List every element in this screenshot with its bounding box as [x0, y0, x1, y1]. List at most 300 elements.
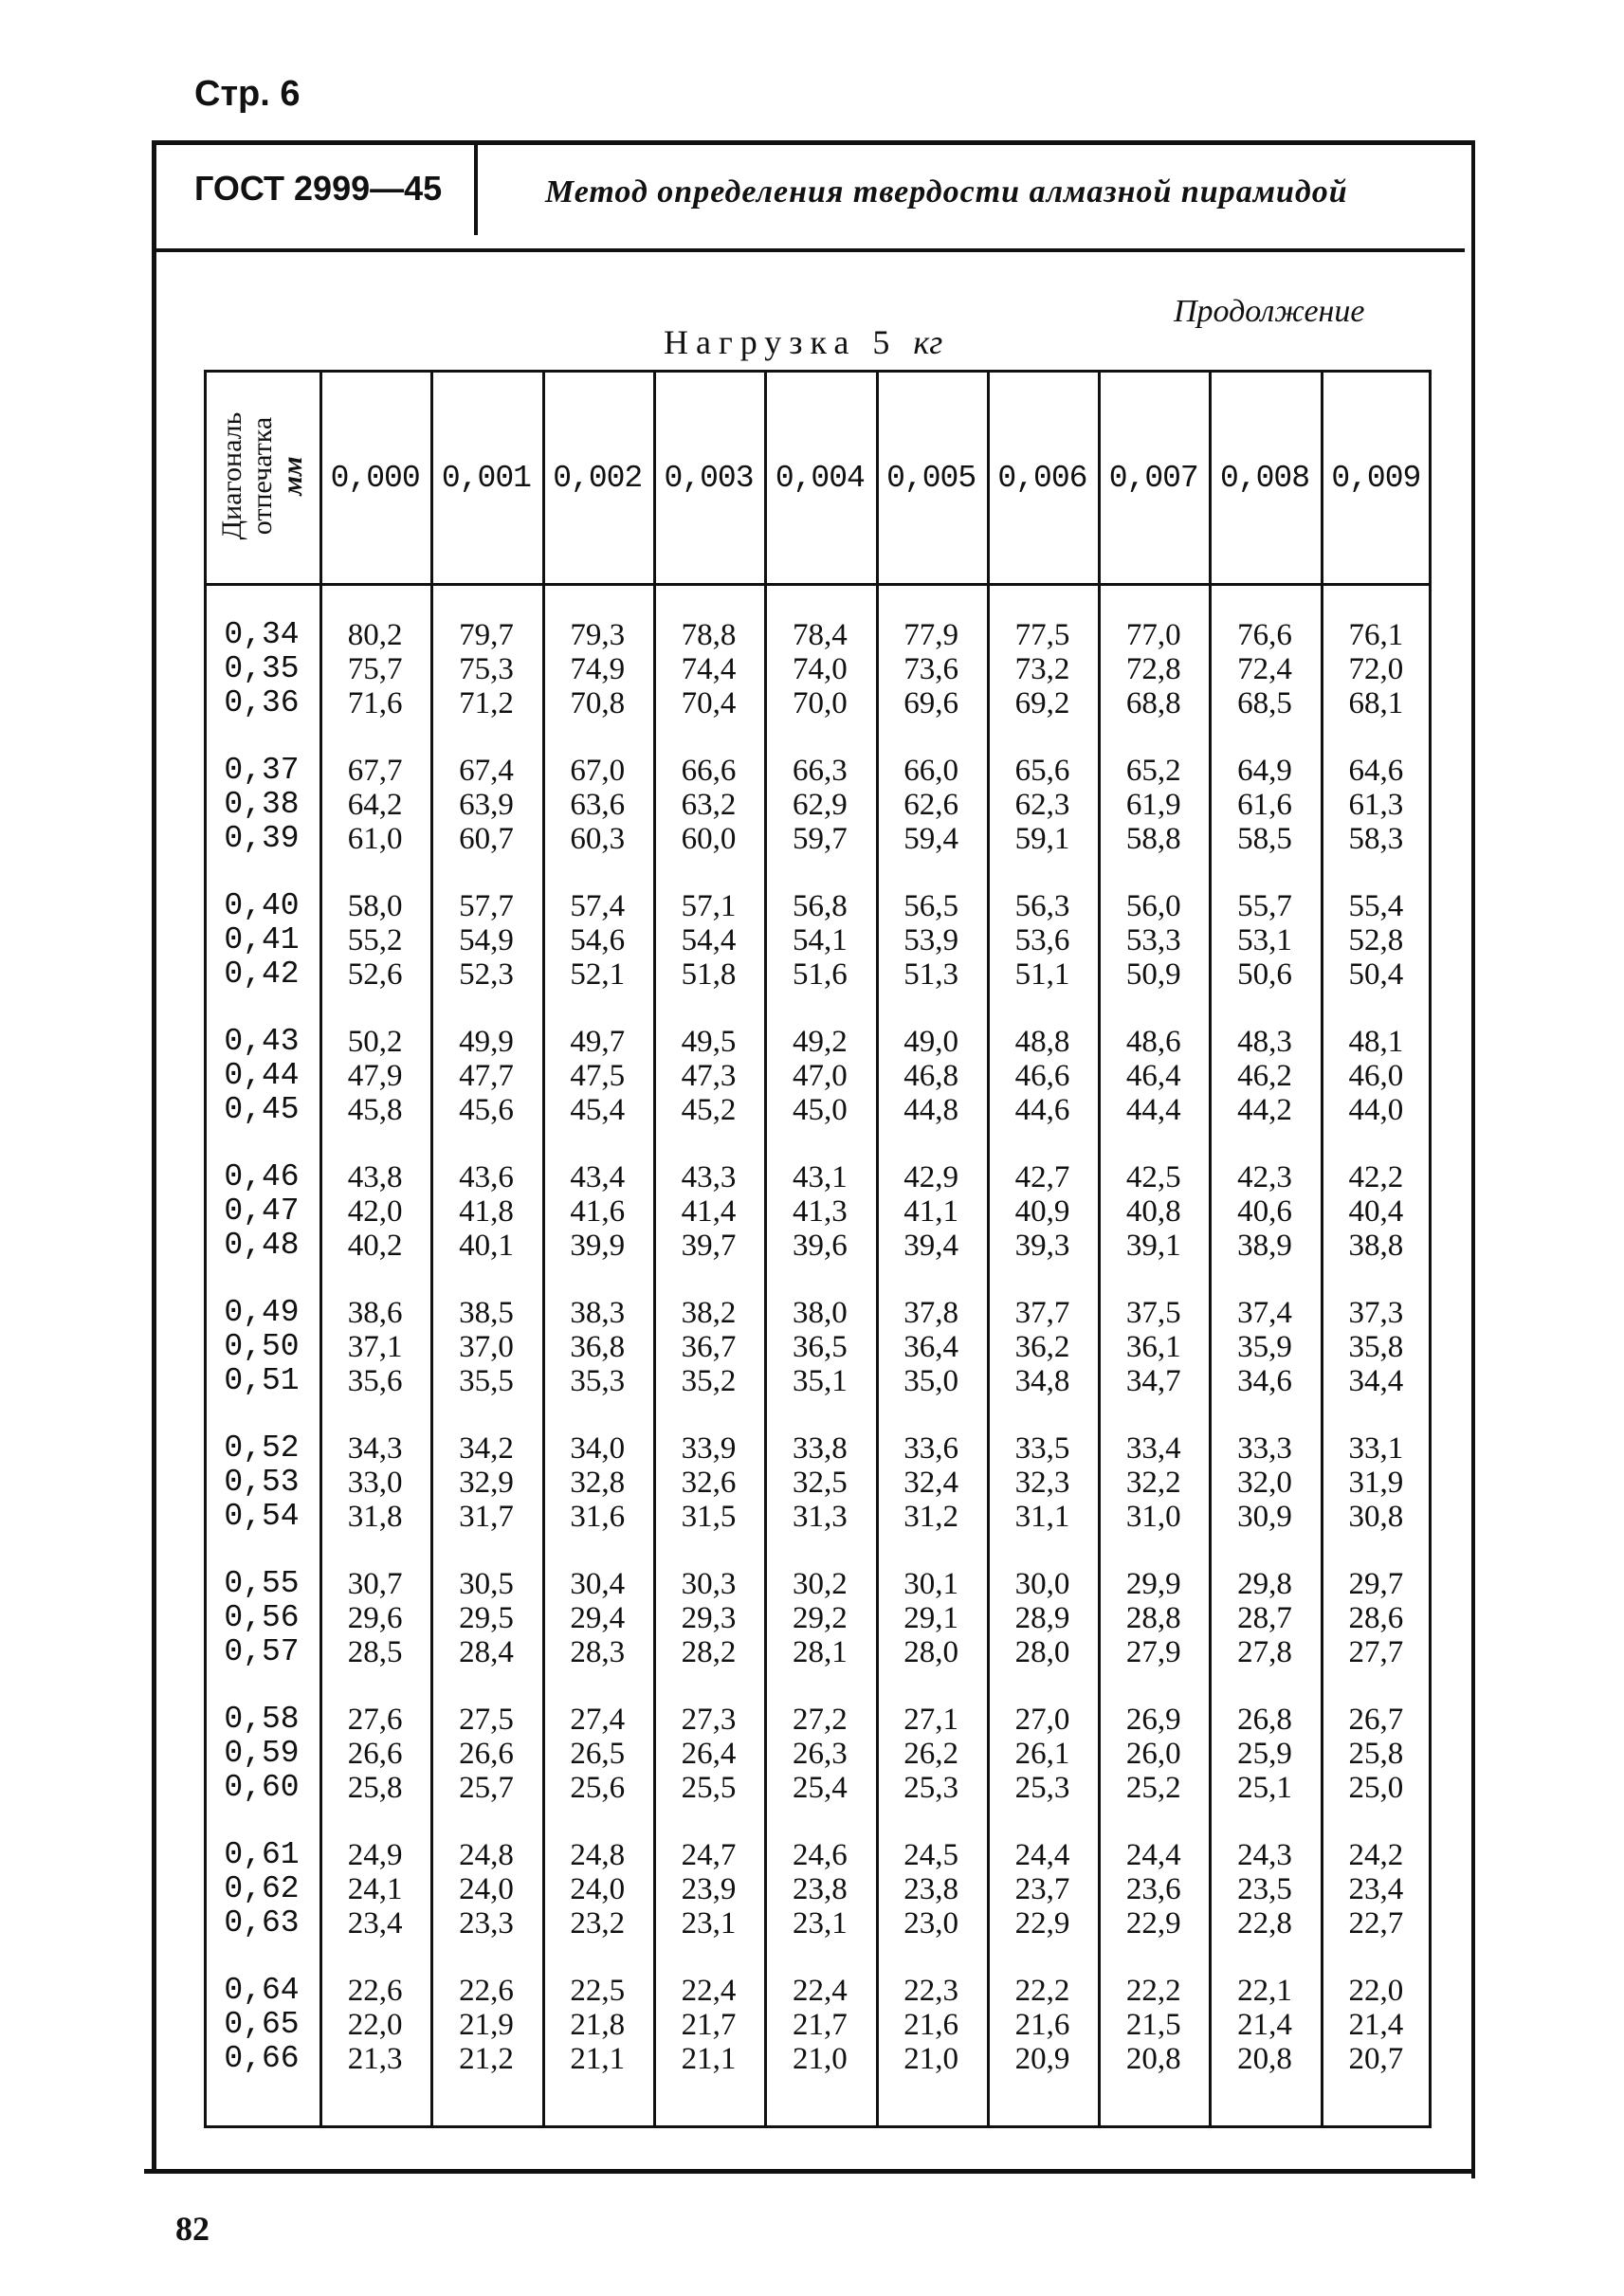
- hardness-cell: 51,1: [1014, 957, 1070, 992]
- hardness-cell: 28,0: [1014, 1635, 1070, 1669]
- hardness-cell: 38,3: [570, 1296, 626, 1330]
- column-header: 0,003: [664, 461, 754, 496]
- load-unit: кг: [913, 323, 943, 361]
- hardness-cell: 25,0: [1348, 1771, 1404, 1805]
- diagonal-cell: 0,60: [224, 1770, 300, 1805]
- hardness-cell: 51,8: [681, 957, 737, 992]
- hardness-cell: 54,9: [459, 923, 514, 957]
- hardness-cell: 26,0: [1125, 1737, 1181, 1771]
- hardness-cell: 34,2: [459, 1431, 514, 1466]
- hardness-cell: 49,7: [570, 1025, 626, 1059]
- column-header: 0,009: [1331, 461, 1421, 496]
- hardness-cell: 23,9: [681, 1872, 737, 1906]
- diagonal-cell: 0,43: [224, 1024, 300, 1059]
- diagonal-header-text: [217, 381, 308, 571]
- hardness-cell: 62,3: [1014, 788, 1070, 822]
- hardness-cell: 22,4: [792, 1974, 848, 2008]
- hardness-cell: 76,1: [1348, 618, 1404, 652]
- header-separator: [474, 142, 478, 235]
- hardness-cell: 25,4: [792, 1771, 848, 1805]
- hardness-cell: 21,1: [570, 2042, 626, 2076]
- hardness-cell: 24,0: [459, 1872, 514, 1906]
- hardness-cell: 39,7: [681, 1229, 737, 1263]
- hardness-cell: 30,5: [459, 1567, 514, 1601]
- hardness-cell: 56,8: [792, 889, 848, 923]
- hardness-cell: 26,4: [681, 1737, 737, 1771]
- hardness-cell: 22,6: [459, 1974, 514, 2008]
- hardness-cell: 25,6: [570, 1771, 626, 1805]
- hardness-cell: 22,0: [347, 2008, 403, 2042]
- hardness-cell: 31,2: [903, 1500, 959, 1534]
- hardness-cell: 55,7: [1237, 889, 1292, 923]
- hardness-cell: 43,3: [681, 1160, 737, 1194]
- hardness-cell: 28,9: [1014, 1601, 1070, 1635]
- continuation-note: Продолжение: [1174, 294, 1365, 329]
- hardness-cell: 59,7: [792, 822, 848, 856]
- hardness-cell: 40,2: [347, 1229, 403, 1263]
- hardness-cell: 42,2: [1348, 1160, 1404, 1194]
- hardness-cell: 37,8: [903, 1296, 959, 1330]
- hardness-cell: 29,6: [347, 1601, 403, 1635]
- hardness-cell: 27,8: [1237, 1635, 1292, 1669]
- hardness-cell: 45,0: [792, 1093, 848, 1127]
- hardness-cell: 39,6: [792, 1229, 848, 1263]
- hardness-cell: 77,0: [1125, 618, 1181, 652]
- diagonal-cell: 0,36: [224, 685, 300, 720]
- diagonal-cell: 0,49: [224, 1295, 300, 1330]
- hardness-cell: 26,5: [570, 1737, 626, 1771]
- column-header: 0,004: [775, 461, 865, 496]
- method-title: Метод определения твердости алмазной пирамидой: [545, 174, 1348, 210]
- hardness-cell: 51,3: [903, 957, 959, 992]
- hardness-cell: 22,6: [347, 1974, 403, 2008]
- hardness-cell: 42,7: [1014, 1160, 1070, 1194]
- hardness-cell: 23,3: [459, 1906, 514, 1941]
- hardness-cell: 63,9: [459, 788, 514, 822]
- hardness-cell: 38,8: [1348, 1229, 1404, 1263]
- hardness-cell: 21,6: [1014, 2008, 1070, 2042]
- diagonal-cell: 0,63: [224, 1905, 300, 1941]
- hardness-cell: 33,6: [903, 1431, 959, 1466]
- hardness-cell: 37,3: [1348, 1296, 1404, 1330]
- hardness-cell: 22,2: [1014, 1974, 1070, 2008]
- hardness-cell: 32,8: [570, 1466, 626, 1500]
- diagonal-cell: 0,66: [224, 2041, 300, 2076]
- hardness-cell: 21,0: [903, 2042, 959, 2076]
- hardness-cell: 22,0: [1348, 1974, 1404, 2008]
- diagonal-cell: 0,48: [224, 1228, 300, 1263]
- hardness-cell: 22,1: [1237, 1974, 1292, 2008]
- hardness-cell: 42,5: [1125, 1160, 1181, 1194]
- hardness-cell: 64,6: [1348, 754, 1404, 788]
- hardness-cell: 31,6: [570, 1500, 626, 1534]
- hardness-cell: 77,9: [903, 618, 959, 652]
- hardness-cell: 30,1: [903, 1567, 959, 1601]
- hardness-cell: 25,3: [903, 1771, 959, 1805]
- hardness-table: [204, 370, 1432, 2128]
- hardness-cell: 24,3: [1237, 1838, 1292, 1872]
- hardness-cell: 24,5: [903, 1838, 959, 1872]
- diagonal-cell: 0,61: [224, 1837, 300, 1872]
- hardness-cell: 31,0: [1125, 1500, 1181, 1534]
- hardness-cell: 69,2: [1014, 686, 1070, 720]
- hardness-cell: 30,8: [1348, 1500, 1404, 1534]
- hardness-cell: 38,2: [681, 1296, 737, 1330]
- diagonal-cell: 0,46: [224, 1159, 300, 1194]
- hardness-cell: 60,0: [681, 822, 737, 856]
- hardness-cell: 29,3: [681, 1601, 737, 1635]
- hardness-cell: 37,0: [459, 1330, 514, 1364]
- hardness-cell: 50,6: [1237, 957, 1292, 992]
- hardness-cell: 73,6: [903, 652, 959, 686]
- hardness-cell: 22,2: [1125, 1974, 1181, 2008]
- hardness-cell: 25,9: [1237, 1737, 1292, 1771]
- hardness-cell: 30,3: [681, 1567, 737, 1601]
- hardness-cell: 25,8: [347, 1771, 403, 1805]
- hardness-cell: 24,8: [570, 1838, 626, 1872]
- hardness-cell: 46,4: [1125, 1059, 1181, 1093]
- hardness-cell: 75,3: [459, 652, 514, 686]
- hardness-cell: 21,4: [1348, 2008, 1404, 2042]
- hardness-cell: 55,2: [347, 923, 403, 957]
- hardness-cell: 67,4: [459, 754, 514, 788]
- hardness-cell: 44,6: [1014, 1093, 1070, 1127]
- hardness-cell: 37,4: [1237, 1296, 1292, 1330]
- hardness-cell: 26,1: [1014, 1737, 1070, 1771]
- hardness-cell: 34,0: [570, 1431, 626, 1466]
- hardness-cell: 31,3: [792, 1500, 848, 1534]
- hardness-cell: 52,6: [347, 957, 403, 992]
- hardness-cell: 23,4: [1348, 1872, 1404, 1906]
- hardness-cell: 48,3: [1237, 1025, 1292, 1059]
- hardness-cell: 74,9: [570, 652, 626, 686]
- hardness-cell: 29,4: [570, 1601, 626, 1635]
- hardness-cell: 44,4: [1125, 1093, 1181, 1127]
- hardness-cell: 39,3: [1014, 1229, 1070, 1263]
- hardness-cell: 53,3: [1125, 923, 1181, 957]
- hardness-cell: 21,2: [459, 2042, 514, 2076]
- hardness-cell: 45,6: [459, 1093, 514, 1127]
- hardness-cell: 52,1: [570, 957, 626, 992]
- hardness-cell: 39,9: [570, 1229, 626, 1263]
- diagonal-cell: 0,42: [224, 957, 300, 992]
- column-header: 0,005: [886, 461, 976, 496]
- diagonal-cell: 0,38: [224, 787, 300, 822]
- hardness-cell: 53,6: [1014, 923, 1070, 957]
- hardness-cell: 43,1: [792, 1160, 848, 1194]
- hardness-cell: 22,5: [570, 1974, 626, 2008]
- hardness-cell: 27,5: [459, 1703, 514, 1737]
- hardness-cell: 32,9: [459, 1466, 514, 1500]
- hardness-cell: 27,7: [1348, 1635, 1404, 1669]
- hardness-cell: 70,0: [792, 686, 848, 720]
- hardness-cell: 33,3: [1237, 1431, 1292, 1466]
- hardness-cell: 30,0: [1014, 1567, 1070, 1601]
- hardness-cell: 62,6: [903, 788, 959, 822]
- diagonal-cell: 0,40: [224, 888, 300, 923]
- hardness-cell: 40,9: [1014, 1194, 1070, 1229]
- hardness-cell: 62,9: [792, 788, 848, 822]
- hardness-cell: 23,0: [903, 1906, 959, 1941]
- hardness-cell: 53,1: [1237, 923, 1292, 957]
- hardness-cell: 28,7: [1237, 1601, 1292, 1635]
- hardness-cell: 36,2: [1014, 1330, 1070, 1364]
- hardness-cell: 68,1: [1348, 686, 1404, 720]
- frame-top: [152, 140, 1475, 145]
- hardness-cell: 61,0: [347, 822, 403, 856]
- hardness-cell: 41,4: [681, 1194, 737, 1229]
- hardness-cell: 53,9: [903, 923, 959, 957]
- hardness-cell: 24,9: [347, 1838, 403, 1872]
- hardness-cell: 48,8: [1014, 1025, 1070, 1059]
- hardness-cell: 23,4: [347, 1906, 403, 1941]
- hardness-cell: 35,9: [1237, 1330, 1292, 1364]
- hardness-cell: 61,3: [1348, 788, 1404, 822]
- hardness-cell: 79,7: [459, 618, 514, 652]
- hardness-cell: 44,0: [1348, 1093, 1404, 1127]
- hardness-cell: 25,5: [681, 1771, 737, 1805]
- hardness-cell: 33,1: [1348, 1431, 1404, 1466]
- hardness-cell: 46,6: [1014, 1059, 1070, 1093]
- diagonal-cell: 0,34: [224, 617, 300, 652]
- header-bottom-rule: [156, 248, 1465, 252]
- load-label: Нагрузка 5: [664, 323, 898, 361]
- hardness-cell: 58,0: [347, 889, 403, 923]
- hardness-cell: 70,8: [570, 686, 626, 720]
- hardness-cell: 66,6: [681, 754, 737, 788]
- hardness-cell: 27,6: [347, 1703, 403, 1737]
- diagonal-header-unit: мм: [277, 456, 308, 496]
- hardness-cell: 23,8: [792, 1872, 848, 1906]
- diagonal-cell: 0,54: [224, 1499, 300, 1534]
- hardness-cell: 68,8: [1125, 686, 1181, 720]
- hardness-cell: 51,6: [792, 957, 848, 992]
- hardness-cell: 35,0: [903, 1364, 959, 1398]
- hardness-cell: 31,5: [681, 1500, 737, 1534]
- hardness-cell: 71,2: [459, 686, 514, 720]
- diagonal-cell: 0,37: [224, 753, 300, 788]
- hardness-cell: 77,5: [1014, 618, 1070, 652]
- hardness-cell: 29,9: [1125, 1567, 1181, 1601]
- hardness-cell: 71,6: [347, 686, 403, 720]
- hardness-cell: 54,1: [792, 923, 848, 957]
- hardness-cell: 22,8: [1237, 1906, 1292, 1941]
- hardness-cell: 59,4: [903, 822, 959, 856]
- hardness-cell: 80,2: [347, 618, 403, 652]
- hardness-cell: 27,3: [681, 1703, 737, 1737]
- hardness-cell: 40,8: [1125, 1194, 1181, 1229]
- hardness-cell: 66,0: [903, 754, 959, 788]
- hardness-cell: 47,9: [347, 1059, 403, 1093]
- hardness-cell: 23,2: [570, 1906, 626, 1941]
- hardness-cell: 35,1: [792, 1364, 848, 1398]
- hardness-cell: 23,1: [681, 1906, 737, 1941]
- column-header: 0,000: [330, 461, 420, 496]
- hardness-cell: 74,0: [792, 652, 848, 686]
- diagonal-cell: 0,44: [224, 1058, 300, 1093]
- hardness-cell: 49,9: [459, 1025, 514, 1059]
- hardness-cell: 43,6: [459, 1160, 514, 1194]
- hardness-cell: 73,2: [1014, 652, 1070, 686]
- hardness-cell: 27,9: [1125, 1635, 1181, 1669]
- hardness-cell: 74,4: [681, 652, 737, 686]
- hardness-cell: 52,8: [1348, 923, 1404, 957]
- hardness-cell: 33,8: [792, 1431, 848, 1466]
- hardness-cell: 24,6: [792, 1838, 848, 1872]
- hardness-cell: 50,2: [347, 1025, 403, 1059]
- diagonal-cell: 0,57: [224, 1634, 300, 1669]
- frame-right: [1471, 140, 1475, 2178]
- hardness-cell: 42,3: [1237, 1160, 1292, 1194]
- hardness-cell: 47,7: [459, 1059, 514, 1093]
- hardness-cell: 29,7: [1348, 1567, 1404, 1601]
- hardness-cell: 33,9: [681, 1431, 737, 1466]
- hardness-cell: 42,0: [347, 1194, 403, 1229]
- hardness-cell: 26,6: [459, 1737, 514, 1771]
- hardness-cell: 70,4: [681, 686, 737, 720]
- page-label: Стр. 6: [194, 74, 301, 114]
- hardness-cell: 40,4: [1348, 1194, 1404, 1229]
- hardness-cell: 54,6: [570, 923, 626, 957]
- hardness-cell: 24,0: [570, 1872, 626, 1906]
- hardness-cell: 46,8: [903, 1059, 959, 1093]
- hardness-cell: 34,7: [1125, 1364, 1181, 1398]
- hardness-cell: 37,7: [1014, 1296, 1070, 1330]
- diagonal-cell: 0,41: [224, 922, 300, 957]
- hardness-cell: 29,2: [792, 1601, 848, 1635]
- hardness-cell: 33,5: [1014, 1431, 1070, 1466]
- hardness-cell: 31,1: [1014, 1500, 1070, 1534]
- hardness-cell: 28,8: [1125, 1601, 1181, 1635]
- diagonal-cell: 0,45: [224, 1092, 300, 1127]
- hardness-cell: 20,8: [1125, 2042, 1181, 2076]
- hardness-cell: 68,5: [1237, 686, 1292, 720]
- hardness-cell: 50,4: [1348, 957, 1404, 992]
- hardness-cell: 21,4: [1237, 2008, 1292, 2042]
- diagonal-cell: 0,64: [224, 1973, 300, 2008]
- hardness-cell: 21,1: [681, 2042, 737, 2076]
- hardness-cell: 49,0: [903, 1025, 959, 1059]
- hardness-cell: 40,1: [459, 1229, 514, 1263]
- hardness-cell: 26,3: [792, 1737, 848, 1771]
- hardness-cell: 49,5: [681, 1025, 737, 1059]
- table-hrule: [204, 2125, 1432, 2128]
- diagonal-cell: 0,35: [224, 651, 300, 686]
- diagonal-cell: 0,51: [224, 1363, 300, 1398]
- frame-left: [152, 140, 156, 2169]
- hardness-cell: 61,9: [1125, 788, 1181, 822]
- hardness-cell: 22,9: [1014, 1906, 1070, 1941]
- hardness-cell: 54,4: [681, 923, 737, 957]
- hardness-cell: 47,3: [681, 1059, 737, 1093]
- hardness-cell: 72,4: [1237, 652, 1292, 686]
- hardness-cell: 34,6: [1237, 1364, 1292, 1398]
- hardness-cell: 21,6: [903, 2008, 959, 2042]
- hardness-cell: 28,2: [681, 1635, 737, 1669]
- hardness-cell: 64,2: [347, 788, 403, 822]
- hardness-cell: 44,8: [903, 1093, 959, 1127]
- column-header: 0,006: [997, 461, 1087, 496]
- hardness-cell: 26,6: [347, 1737, 403, 1771]
- diagonal-cell: 0,52: [224, 1430, 300, 1466]
- diagonal-cell: 0,59: [224, 1736, 300, 1771]
- hardness-cell: 75,7: [347, 652, 403, 686]
- table-header-diagonal: [204, 370, 319, 583]
- column-header: 0,007: [1108, 461, 1198, 496]
- load-caption: [664, 322, 942, 362]
- hardness-cell: 38,5: [459, 1296, 514, 1330]
- hardness-cell: 60,3: [570, 822, 626, 856]
- hardness-cell: 38,9: [1237, 1229, 1292, 1263]
- hardness-cell: 48,6: [1125, 1025, 1181, 1059]
- hardness-cell: 30,7: [347, 1567, 403, 1601]
- hardness-cell: 31,8: [347, 1500, 403, 1534]
- hardness-cell: 40,6: [1237, 1194, 1292, 1229]
- hardness-cell: 21,5: [1125, 2008, 1181, 2042]
- diagonal-cell: 0,62: [224, 1871, 300, 1906]
- hardness-cell: 58,5: [1237, 822, 1292, 856]
- hardness-cell: 42,9: [903, 1160, 959, 1194]
- column-header: 0,008: [1220, 461, 1310, 496]
- diagonal-header-line1: Диагональ: [216, 411, 247, 540]
- hardness-cell: 57,1: [681, 889, 737, 923]
- hardness-cell: 26,7: [1348, 1703, 1404, 1737]
- hardness-cell: 41,8: [459, 1194, 514, 1229]
- hardness-cell: 60,7: [459, 822, 514, 856]
- hardness-cell: 21,8: [570, 2008, 626, 2042]
- hardness-cell: 63,2: [681, 788, 737, 822]
- hardness-cell: 22,9: [1125, 1906, 1181, 1941]
- hardness-cell: 45,4: [570, 1093, 626, 1127]
- hardness-cell: 22,3: [903, 1974, 959, 2008]
- hardness-cell: 24,8: [459, 1838, 514, 1872]
- hardness-cell: 76,6: [1237, 618, 1292, 652]
- hardness-cell: 67,7: [347, 754, 403, 788]
- hardness-cell: 27,2: [792, 1703, 848, 1737]
- hardness-cell: 43,8: [347, 1160, 403, 1194]
- hardness-cell: 67,0: [570, 754, 626, 788]
- hardness-cell: 34,3: [347, 1431, 403, 1466]
- hardness-cell: 21,7: [792, 2008, 848, 2042]
- hardness-cell: 20,7: [1348, 2042, 1404, 2076]
- hardness-cell: 37,1: [347, 1330, 403, 1364]
- hardness-cell: 58,8: [1125, 822, 1181, 856]
- hardness-cell: 37,5: [1125, 1296, 1181, 1330]
- diagonal-cell: 0,47: [224, 1194, 300, 1229]
- hardness-cell: 20,9: [1014, 2042, 1070, 2076]
- hardness-cell: 78,8: [681, 618, 737, 652]
- hardness-cell: 32,2: [1125, 1466, 1181, 1500]
- hardness-cell: 38,6: [347, 1296, 403, 1330]
- hardness-cell: 31,9: [1348, 1466, 1404, 1500]
- table-hrule: [204, 583, 1432, 586]
- hardness-cell: 56,5: [903, 889, 959, 923]
- hardness-cell: 48,1: [1348, 1025, 1404, 1059]
- hardness-cell: 35,2: [681, 1364, 737, 1398]
- hardness-cell: 72,8: [1125, 652, 1181, 686]
- hardness-cell: 25,1: [1237, 1771, 1292, 1805]
- hardness-cell: 30,4: [570, 1567, 626, 1601]
- hardness-cell: 50,9: [1125, 957, 1181, 992]
- hardness-cell: 24,2: [1348, 1838, 1404, 1872]
- hardness-cell: 46,2: [1237, 1059, 1292, 1093]
- page-number: 82: [175, 2210, 210, 2248]
- hardness-cell: 32,3: [1014, 1466, 1070, 1500]
- hardness-cell: 22,4: [681, 1974, 737, 2008]
- hardness-cell: 34,4: [1348, 1364, 1404, 1398]
- hardness-cell: 61,6: [1237, 788, 1292, 822]
- hardness-cell: 36,4: [903, 1330, 959, 1364]
